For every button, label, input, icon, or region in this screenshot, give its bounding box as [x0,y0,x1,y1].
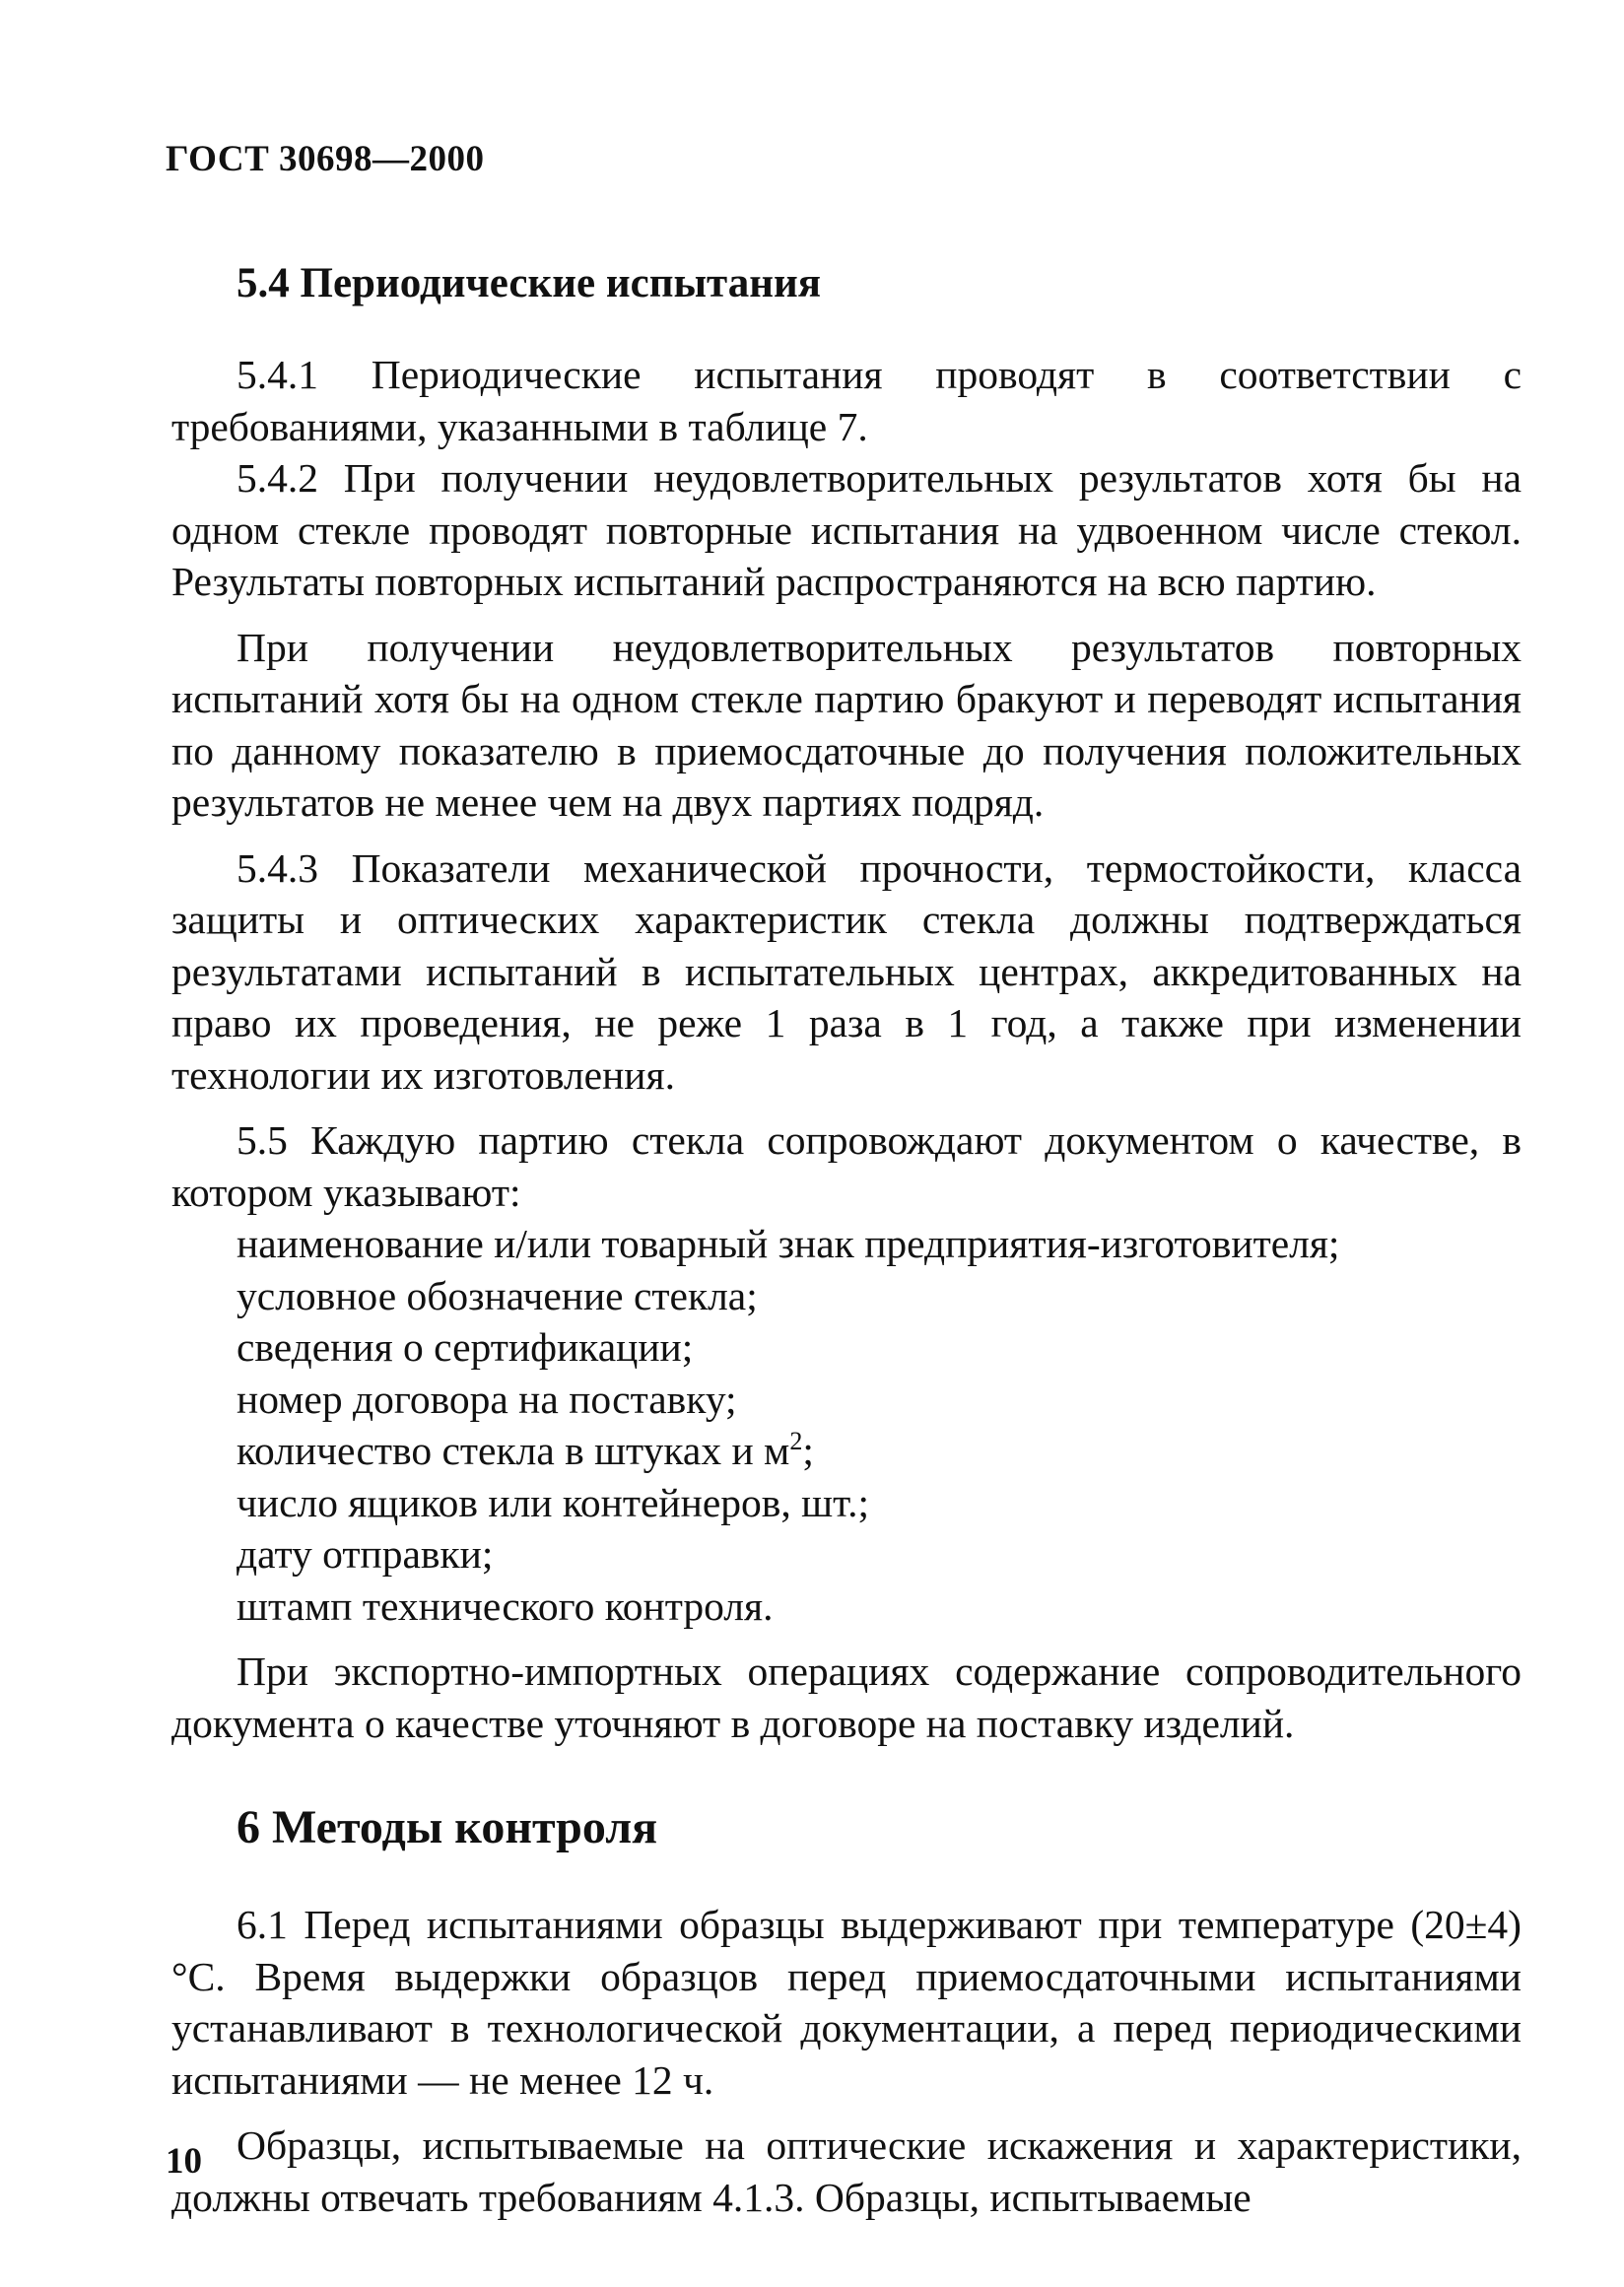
paragraph-5-5-closing: При экспортно-импортных операциях содержание сопроводительного документа о качестве уточняют в договоре на поставку изделий. [171,1648,1522,1746]
page-number: 10 [166,2141,202,2182]
list-item: наименование и/или товарный знак предприятия-изготовителя; [237,1221,1340,1266]
paragraph-5-4-3: 5.4.3 Показатели механической прочности, термостойкости, класса защиты и оптических характеристик стекла должны подтверждаться результатами испытаний в испытательных центрах, аккредитованных на право их проведения, не реже 1 раза в 1 год, а также при изменении технологии их изготовления. [171,844,1522,1098]
list-item-punctuation: ; [802,1428,814,1473]
list-item-text: количество стекла в штуках и м [237,1428,790,1473]
superscript-exponent: 2 [789,1427,803,1456]
list-item: условное обозначение стекла; [237,1272,758,1318]
paragraph-5-4-2-continued: При получении неудовлетворительных результатов повторных испытаний хотя бы на одном стекле партию бракуют и переводят испытания по данному показателю в приемосдаточные до получения положительных результатов не менее чем на двух партиях подряд. [171,624,1522,825]
paragraph-5-5-intro: 5.5 Каждую партию стекла сопровождают документом о качестве, в котором указывают: [171,1117,1522,1215]
document-contents-list [171,1218,1522,1632]
list-item-quantity [171,1425,1522,1477]
list-item: сведения о сертификации; [237,1324,694,1370]
list-item: номер договора на поставку; [237,1376,737,1422]
list-item: штамп технического контроля. [237,1582,774,1629]
page-body [171,236,1522,2223]
paragraph-5-4-2: 5.4.2 При получении неудовлетворительных результатов хотя бы на одном стекле проводят повторные испытания на удвоенном числе стекол. Результаты повторных испытаний распространяются на всю партию. [171,455,1522,604]
running-header: ГОСТ 30698—2000 [166,139,485,179]
list-item: дату отправки; [237,1531,494,1577]
paragraph-6-1-continued: Образцы, испытываемые на оптические искажения и характеристики, должны отвечать требованиям 4.1.3. Образцы, испытываемые [171,2122,1522,2220]
list-item: число ящиков или контейнеров, шт.; [237,1479,869,1525]
subsection-heading-5-4: 5.4 Периодические испытания [237,260,822,306]
paragraph-6-1: 6.1 Перед испытаниями образцы выдерживают при температуре (20±4) °С. Время выдержки образцов перед приемосдаточными испытаниями устанавливают в технологической документации, а перед периодическими испытаниями — не менее 12 ч. [171,1902,1522,2103]
section-heading-6: 6 Методы контроля [237,1801,658,1853]
paragraph-5-4-1: 5.4.1 Периодические испытания проводят в соответствии с требованиями, указанными в таблице 7. [171,352,1522,449]
